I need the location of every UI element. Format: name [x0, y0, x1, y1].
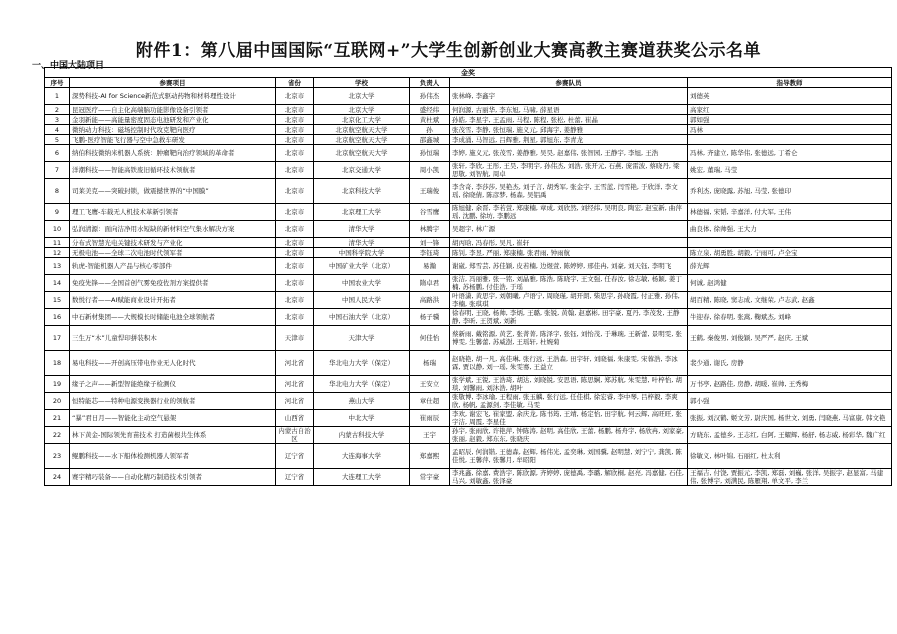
- team-members: 孙皓, 李星宇, 王孟雨, 马程, 陈程, 张松, 杜蕾, 崔晶: [450, 115, 688, 125]
- team-members: 李兆鑫, 徐嘉, 费浩宇, 陈欣源, 齐婷婷, 庞德禹, 李璐, 解欣桐, 赵亮, 冯嘉健, 石佳, 马兴, 刘敏鑫, 张泽豪: [450, 469, 688, 486]
- province: 北京市: [276, 204, 314, 221]
- province: 北京市: [276, 105, 314, 115]
- row-number: 21: [45, 410, 70, 427]
- row-number: 22: [45, 427, 70, 444]
- school: 燕山大学: [314, 393, 410, 410]
- advisors: 曲良体, 徐帅强, 王大力: [688, 221, 892, 238]
- project-name: 昆冠医疗——自主化高端脑功能影像设备引领者: [70, 105, 276, 115]
- project-name: 恒特能芯——特种电源变换器行业的领航者: [70, 393, 276, 410]
- award-level: 金奖: [45, 68, 892, 78]
- project-name: “暴”君日月——智能化主动空气悬架: [70, 410, 276, 427]
- section-heading: 一、中国大陆项目: [32, 61, 105, 71]
- advisors: 方晓东, 孟德乡, 王志红, 白阿, 王耀辉, 杨舒, 杨志威, 杨彩华, 魏广红: [688, 427, 892, 444]
- province: 河北省: [276, 376, 314, 393]
- project-name: 纳伯科技微纳米机器人系统：肿瘤靶向治疗领域的革命者: [70, 145, 276, 162]
- leader: 杨子骥: [410, 309, 450, 326]
- leader: 孙: [410, 125, 450, 135]
- table-row: [45, 135, 892, 145]
- province: 河北省: [276, 393, 314, 410]
- leader: 郑嘉熙: [410, 444, 450, 469]
- team-members: 张学斌, 王锐, 王浩琦, 胡达, 刘晓锐, 安思语, 陈思娴, 郑苏航, 朱雯慧, 叶梓怡, 胡琰, 刘馨雨, 刘沐浩, 胡叶: [450, 376, 688, 393]
- table-row: [45, 376, 892, 393]
- leader: 高路洪: [410, 292, 450, 309]
- province: 北京市: [276, 162, 314, 179]
- row-number: 3: [45, 115, 70, 125]
- table-row: [45, 125, 892, 135]
- school: 北京交通大学: [314, 162, 410, 179]
- school: 华北电力大学（保定）: [314, 376, 410, 393]
- advisors: 王福吉, 付饶, 贾振元, 李凯, 郑磊, 刘巍, 张洋, 吴振宇, 赵显富, 马建伟, 张博宇, 刘满民, 陈雁翔, 单文平, 李兰: [688, 469, 892, 486]
- table-row: [45, 292, 892, 309]
- header-row: [45, 78, 892, 88]
- project-name: 中石新材集团——大规模长时储能电池全球领航者: [70, 309, 276, 326]
- province: 山西省: [276, 410, 314, 427]
- table-row: [45, 410, 892, 427]
- team-members: 李成涌, 马智远, 吕辉雅, 荆星, 郭旭东, 李青龙: [450, 135, 688, 145]
- school: 北京理工大学: [314, 204, 410, 221]
- row-number: 15: [45, 292, 70, 309]
- school: 内蒙古科技大学: [314, 427, 410, 444]
- row-number: 4: [45, 125, 70, 135]
- team-members: 胡丙晗, 冯春彤, 吴凡, 崔轩: [450, 238, 688, 248]
- table-row: [45, 162, 892, 179]
- project-name: 弘润清源：面向洁净用水短缺的新材料空气集水解决方案: [70, 221, 276, 238]
- row-number: 5: [45, 135, 70, 145]
- table-row: [45, 179, 892, 204]
- advisors: 陈立泉, 胡勇胜, 胡毅, 宁雨可, 卢全宝: [688, 248, 892, 258]
- province: 北京市: [276, 125, 314, 135]
- team-members: 李欢, 谢宏飞, 崔家盟, 余庆龙, 陈书筠, 王靖, 杨定怡, 田宇航, 何云辉, 高旺旺, 张宇洁, 周霞, 李星佳: [450, 410, 688, 427]
- team-members: 叶语潇, 黄思宇, 刘朝曦, 卢语宁, 周晓瑾, 胡开朗, 柴思宇, 孙晓霞, 付正雅, 孙伟, 李楠, 张琪琪: [450, 292, 688, 309]
- team-members: 何润源, 古丽华, 李东旭, 马啸, 薛星语: [450, 105, 688, 115]
- school: 中国农业大学: [314, 275, 410, 292]
- row-number: 18: [45, 351, 70, 376]
- project-name: 鲲鹏科技——水下船体检测机器人领军者: [70, 444, 276, 469]
- team-members: 徐春明, 王晓, 杨帅, 李炳, 王璐, 张锐, 黄翰, 赵嘉彬, 田宇豪, 夏丹, 李茂发, 王静静, 李昕, 王贺斌, 刘新: [450, 309, 688, 326]
- advisors: [688, 238, 892, 248]
- project-name: 无极电池——全球二次电池时代领军者: [70, 248, 276, 258]
- row-number: 14: [45, 275, 70, 292]
- table-row: [45, 105, 892, 115]
- project-name: 免疫先锋——全国首创气雾免疫佐剂方案提供者: [70, 275, 276, 292]
- row-number: 24: [45, 469, 70, 486]
- school: 中北大学: [314, 410, 410, 427]
- team-members: 张林峰, 李鑫宇: [450, 88, 688, 105]
- team-members: 孙宇, 张雨欣, 许艳萍, 钟陈涛, 赵明, 高佳欣, 王蕾, 杨鹏, 杨舟宇, 杨欣冉, 刘家豪, 张丽, 赵毅, 郑东东, 张晓庆: [450, 427, 688, 444]
- school: 中国科学院大学: [314, 248, 410, 258]
- table-row: [45, 248, 892, 258]
- row-number: 23: [45, 444, 70, 469]
- team-members: 张茂雪, 李静, 张恒瑞, 施义元, 邱海宇, 姜静雅: [450, 125, 688, 135]
- advisors: 胡百精, 陈晓, 窦志成, 文继荣, 卢志武, 赵鑫: [688, 292, 892, 309]
- province: 北京市: [276, 309, 314, 326]
- advisors: 乔利杰, 庞晓露, 苏旭, 马莹, 张德印: [688, 179, 892, 204]
- project-name: 微纳动力科技：磁场控制时代攻克靶向医疗: [70, 125, 276, 135]
- advisors: 高家红: [688, 105, 892, 115]
- advisors: 裴少通, 谢氏, 房静: [688, 351, 892, 376]
- row-number: 10: [45, 221, 70, 238]
- leader: 易瀚: [410, 258, 450, 275]
- project-name: 三生万“木”儿童悍印拼装积木: [70, 326, 276, 351]
- province: 北京市: [276, 135, 314, 145]
- province: 内蒙古自治区: [276, 427, 314, 444]
- team-members: 李含奇, 李莎莎, 吴艳杰, 刘子言, 胡秀军, 张金宇, 王雪蓝, 闫雪艳, 于欣洋, 李文瑶, 徐晓倩, 陈彦梦, 杨森, 吴铝禹: [450, 179, 688, 204]
- province: 北京市: [276, 179, 314, 204]
- project-name: 林下黄金-国际领先育苗技术 打造菌根共生体系: [70, 427, 276, 444]
- project-name: 缘子之声——新型智能绝缘子检测仪: [70, 376, 276, 393]
- table-row: [45, 258, 892, 275]
- table-row: [45, 469, 892, 486]
- advisors: 郭小强: [688, 393, 892, 410]
- advisors: 姚宏, 董瑞, 马莹: [688, 162, 892, 179]
- leader: 谷雪鹰: [410, 204, 450, 221]
- row-number: 12: [45, 248, 70, 258]
- project-name: 轨虎-智能机器人产品与核心零部件: [70, 258, 276, 275]
- school: 大连海事大学: [314, 444, 410, 469]
- project-name: 飞鹏-医疗智能飞行器与空中急救车研发: [70, 135, 276, 145]
- advisors: 薛光辉: [688, 258, 892, 275]
- table-row: [45, 351, 892, 376]
- team-members: 孟昭辰, 何润锴, 王德森, 赵辉, 杨伟光, 孟奕琳, 刘国骥, 赵明慧, 刘宁宁, 龚凯, 陈佳悦, 王馨萍, 张馨月, 牟昭阳: [450, 444, 688, 469]
- province: 北京市: [276, 248, 314, 258]
- leader: 隋卓君: [410, 275, 450, 292]
- project-name: 易电科技——开创高压带电作业无人化时代: [70, 351, 276, 376]
- table-row: [45, 204, 892, 221]
- table-row: [45, 145, 892, 162]
- school: 北京航空航天大学: [314, 135, 410, 145]
- team-members: 谢崴, 郑雪芸, 苏佳颖, 皮若楠, 边煜萱, 陈婷婷, 邢佳冉, 刘豪, 刘天钰, 李明飞: [450, 258, 688, 275]
- leader: 崔雨辰: [410, 410, 450, 427]
- leader: 刘一锋: [410, 238, 450, 248]
- school: 北京科技大学: [314, 179, 410, 204]
- province: 天津市: [276, 326, 314, 351]
- school: 北京大学: [314, 105, 410, 115]
- advisors: 刘德英: [688, 88, 892, 105]
- team-members: 张敬博, 李冰瑜, 王程雨, 张玉麟, 张行远, 任佳棋, 徐宏睿, 李中琴, 吕梓毅, 李爽欣, 杨帆, 孟源剑, 李佳敏, 马雯: [450, 393, 688, 410]
- province: 河北省: [276, 351, 314, 376]
- advisors: 牛迎春, 徐春明, 张嵩, 鞠斌杰, 刘峰: [688, 309, 892, 326]
- province: 北京市: [276, 258, 314, 275]
- advisors: 张振, 刘汉鹤, 姬文芳, 尉庆国, 杨世文, 刘勇, 闫晓燕, 马富康, 韩文艳: [688, 410, 892, 427]
- award-table: [44, 67, 892, 486]
- team-members: 李婷, 施义元, 张茂雪, 姜静雅, 吴昊, 赵嘉伟, 张智园, 王静宇, 李旭, 王浩: [450, 145, 688, 162]
- advisors: 徐敏义, 林叶锦, 石丽红, 杜太利: [688, 444, 892, 469]
- advisors: 冯林, 齐建立, 陈华伟, 张德远, 丁希仑: [688, 145, 892, 162]
- col-header: 参赛队员: [450, 78, 688, 88]
- row-number: 13: [45, 258, 70, 275]
- row-number: 20: [45, 393, 70, 410]
- row-number: 11: [45, 238, 70, 248]
- advisors: 何诚, 赵鸿健: [688, 275, 892, 292]
- province: 辽宁省: [276, 469, 314, 486]
- table-row: [45, 309, 892, 326]
- team-members: 赵晓艳, 胡一凡, 高佳琳, 张行远, 王浩森, 田宇轩, 刘晓福, 朱康雯, 宋蓉浩, 李冰霖, 贾以静, 刘一瑶, 朱雯骞, 王益立: [450, 351, 688, 376]
- table-row: [45, 238, 892, 248]
- team-members: 吴超宇, 林广源: [450, 221, 688, 238]
- project-name: 深势科技-AI for Science新范式驱动药物和材料理性设计: [70, 88, 276, 105]
- school: 北京化工大学: [314, 115, 410, 125]
- page-title: 附件1：第八届中国国际“互联网+”大学生创新创业大赛高教主赛道获奖公示名单: [135, 41, 762, 61]
- school: 北京航空航天大学: [314, 125, 410, 135]
- project-name: 数悦行者——AI赋能商业设计开拓者: [70, 292, 276, 309]
- school: 大连理工大学: [314, 469, 410, 486]
- advisors: 冯林: [688, 125, 892, 135]
- team-members: 蔡新雨, 戴铭源, 黄艺, 张菁菁, 陈泽宇, 张钰, 刘怡茂, 于琳琬, 王新蕾, 景明雯, 张博雯, 生馨蕾, 苏威澍, 王瑶轩, 杜婉菊: [450, 326, 688, 351]
- table-row: [45, 221, 892, 238]
- leader: 何佳怡: [410, 326, 450, 351]
- school: 北京大学: [314, 88, 410, 105]
- table-row: [45, 393, 892, 410]
- leader: 周小凯: [410, 162, 450, 179]
- table-row: [45, 88, 892, 105]
- leader: 邵鑫城: [410, 135, 450, 145]
- col-header: 学校: [314, 78, 410, 88]
- row-number: 6: [45, 145, 70, 162]
- leader: 黄杜斌: [410, 115, 450, 125]
- leader: 李钰琦: [410, 248, 450, 258]
- project-name: 司莱美克——突破封锁，做震撼世界的“中国膜”: [70, 179, 276, 204]
- school: 中国石油大学（北京）: [314, 309, 410, 326]
- leader: 孙伟杰: [410, 88, 450, 105]
- province: 北京市: [276, 115, 314, 125]
- project-name: 赛宇精巧装备——自动化精巧制造技术引领者: [70, 469, 276, 486]
- col-header: 负责人: [410, 78, 450, 88]
- team-members: 陈旭健, 余晋, 李若萱, 郑康楠, 章成, 刘欣然, 刘经纬, 吴明良, 陶宏, 赵宝新, 曲萍瑶, 沈鹏, 徐坊, 李鹏远: [450, 204, 688, 221]
- leader: 杨瑞: [410, 351, 450, 376]
- school: 北京航空航天大学: [314, 145, 410, 162]
- advisors: 万书亭, 赵路佳, 房静, 胡暖, 崔帅, 王秀梅: [688, 376, 892, 393]
- project-name: 分布式智慧光电关键技术研发与产业化: [70, 238, 276, 248]
- row-number: 7: [45, 162, 70, 179]
- school: 天津大学: [314, 326, 410, 351]
- col-header: 省份: [276, 78, 314, 88]
- leader: 王瑞俊: [410, 179, 450, 204]
- province: 北京市: [276, 221, 314, 238]
- school: 清华大学: [314, 238, 410, 248]
- col-header: 序号: [45, 78, 70, 88]
- school: 清华大学: [314, 221, 410, 238]
- leader: 孙恒瑞: [410, 145, 450, 162]
- project-name: 洋潮科技——智能高铁废旧循环技术领航者: [70, 162, 276, 179]
- team-members: 陈钊, 李昱, 严丽, 郑康楠, 张君雨, 钟雨航: [450, 248, 688, 258]
- row-number: 2: [45, 105, 70, 115]
- table-row: [45, 275, 892, 292]
- province: 北京市: [276, 275, 314, 292]
- table-row: [45, 444, 892, 469]
- province: 北京市: [276, 145, 314, 162]
- table-row: [45, 427, 892, 444]
- row-number: 19: [45, 376, 70, 393]
- row-number: 1: [45, 88, 70, 105]
- leader: 王安立: [410, 376, 450, 393]
- team-members: 张洁, 冯丽雅, 张一铭, 刘晶雅, 陈浩, 陈晓宇, 王文强, 任春汝, 徐志敏, 杨颖, 姜丁楠, 苏杨鹏, 付佳浩, 于瑶: [450, 275, 688, 292]
- advisors: 郭如强: [688, 115, 892, 125]
- province: 辽宁省: [276, 444, 314, 469]
- leader: 章仕超: [410, 393, 450, 410]
- school: 中国人民大学: [314, 292, 410, 309]
- col-header: 指导教师: [688, 78, 892, 88]
- project-name: 金羽新能——高能量密度固态电池研发和产业化: [70, 115, 276, 125]
- row-number: 17: [45, 326, 70, 351]
- advisors: 林德福, 宋韬, 辛嘉洋, 付大军, 王伟: [688, 204, 892, 221]
- table-row: [45, 115, 892, 125]
- col-header: 参赛项目: [70, 78, 276, 88]
- table-row: [45, 326, 892, 351]
- team-members: 张轩, 李欣, 王彤, 王昊, 李明宇, 孙伟杰, 刘浩, 张开元, 石燕, 庞雷波, 蔡晓丹, 梁思敬, 刘智航, 周卓: [450, 162, 688, 179]
- leader: 王宇: [410, 427, 450, 444]
- province: 北京市: [276, 292, 314, 309]
- row-number: 9: [45, 204, 70, 221]
- province: 北京市: [276, 238, 314, 248]
- row-number: 16: [45, 309, 70, 326]
- school: 中国矿业大学（北京）: [314, 258, 410, 275]
- school: 华北电力大学（保定）: [314, 351, 410, 376]
- leader: 盛经纬: [410, 105, 450, 115]
- leader: 常宇豪: [410, 469, 450, 486]
- leader: 林腾宇: [410, 221, 450, 238]
- advisors: [688, 135, 892, 145]
- advisors: 王鹤, 秦俊男, 刘俊颖, 吴严严, 赵庆, 王斌: [688, 326, 892, 351]
- project-name: 理工飞鹰-车载无人机技术革新引领者: [70, 204, 276, 221]
- province: 北京市: [276, 88, 314, 105]
- row-number: 8: [45, 179, 70, 204]
